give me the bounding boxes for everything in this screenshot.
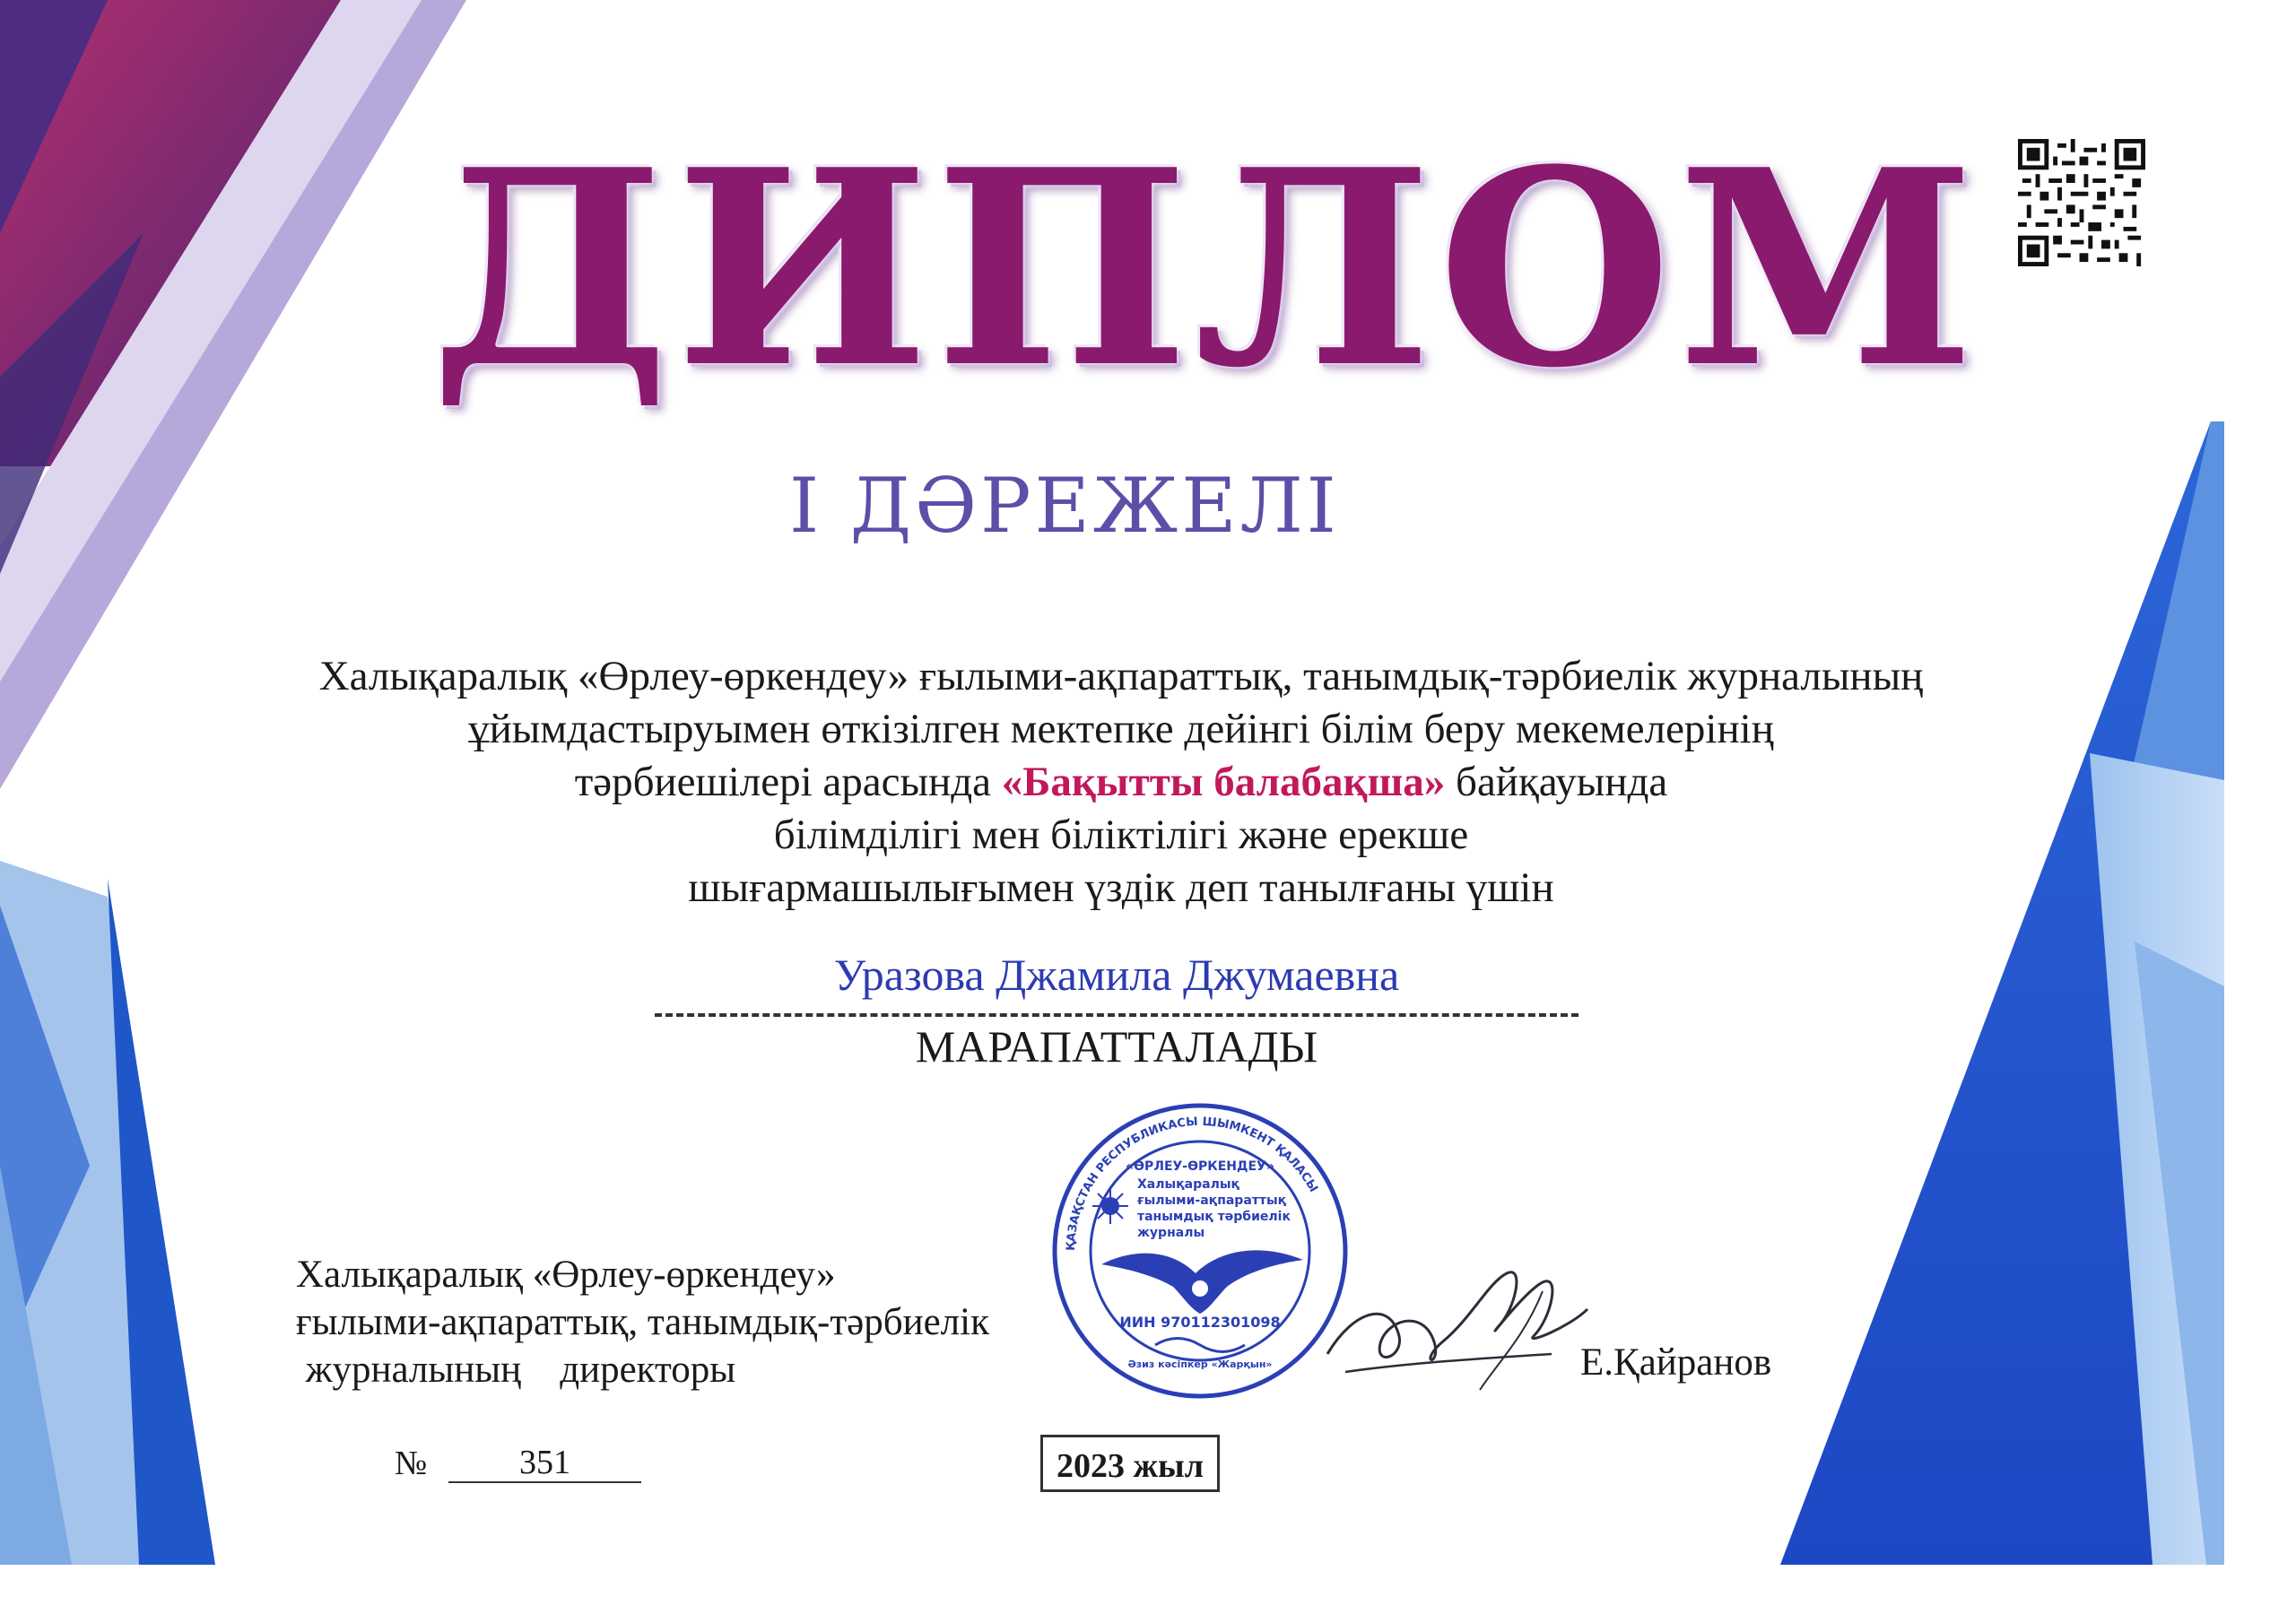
awarded-label: МАРАПАТТАЛАДЫ <box>915 1021 1318 1072</box>
director-line-3: журналының директоры <box>296 1349 736 1391</box>
description-line-2: ұйымдастыруымен өткізілген мектепке дейінгі білім беру мекемелерінің <box>468 706 1774 752</box>
diploma-number: 351 <box>448 1444 641 1483</box>
stamp-inn: ИИН 970112301098 <box>1119 1314 1281 1331</box>
degree-heading: І ДӘРЕЖЕЛІ <box>789 462 1340 550</box>
eagle-icon <box>1101 1250 1303 1314</box>
description-line-1: Халықаралық «Өрлеу-өркендеу» ғылыми-ақпараттық, танымдық-тәрбиелік журналының <box>318 653 1924 699</box>
award-description <box>206 650 2036 915</box>
stamp-line-1: «ӨРЛЕУ-ӨРКЕНДЕУ» <box>1126 1159 1274 1174</box>
director-line-2: ғылыми-ақпараттық, танымдық-тәрбиелік <box>296 1301 989 1343</box>
stamp-ring-text: ҚАЗАҚСТАН РЕСПУБЛИКАСЫ ШЫМКЕНТ ҚАЛАСЫ <box>1064 1115 1320 1252</box>
description-line-3 <box>206 756 2036 809</box>
description-line-5: шығармашылығымен үздік деп танылғаны үшін <box>688 864 1554 911</box>
description-line-3-start: тәрбиешілері арасында <box>574 759 1002 805</box>
director-line-1: Халықаралық «Өрлеу-өркендеу» <box>296 1254 836 1296</box>
stamp-line-4: танымдық тәрбиелік <box>1137 1210 1291 1224</box>
number-label: № <box>395 1445 428 1482</box>
signature <box>1318 1255 1605 1408</box>
official-stamp <box>1048 1098 1352 1403</box>
stamp-line-3: ғылыми-ақпараттық <box>1137 1193 1287 1208</box>
signer-name: Е.Қайранов <box>1580 1341 1772 1384</box>
recipient-name: Уразова Джамила Джумаевна <box>833 950 1400 1000</box>
sun-icon <box>1092 1188 1128 1224</box>
stamp-line-2: Халықаралық <box>1137 1177 1239 1192</box>
stamp-line-5: журналы <box>1137 1226 1205 1240</box>
issue-year: 2023 жыл <box>1040 1435 1220 1492</box>
stamp-bottom-text: Әзиз кәсіпкер «Жарқын» <box>1127 1358 1273 1370</box>
description-line-4: білімділігі мен біліктілігі және ерекше <box>773 812 1469 858</box>
director-title <box>296 1251 989 1393</box>
contest-name: «Бақытты балабақша» <box>1001 759 1446 805</box>
diploma-title: ДИПЛОМ <box>430 110 1981 427</box>
qr-code-icon <box>2018 139 2145 266</box>
description-line-3-end: байқауында <box>1445 759 1668 805</box>
